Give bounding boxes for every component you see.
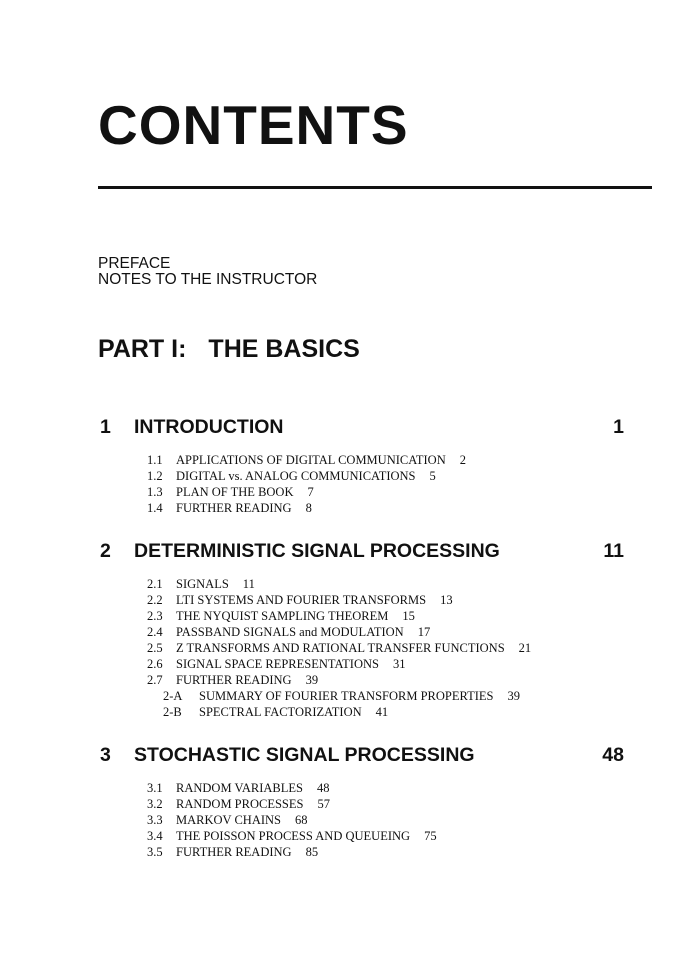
- appendix-title: SPECTRAL FACTORIZATION: [199, 705, 362, 719]
- appendix-page: 41: [375, 705, 389, 719]
- appendix-number: 2-B: [163, 705, 182, 719]
- appendix-number: 2-A: [163, 689, 183, 703]
- part-heading: [98, 337, 360, 362]
- toc-section[interactable]: [147, 798, 330, 811]
- toc-section[interactable]: [147, 454, 466, 467]
- section-number: 2.2: [147, 593, 163, 607]
- section-title: FURTHER READING: [176, 673, 292, 687]
- section-page: 7: [307, 485, 314, 499]
- section-page: 75: [424, 829, 437, 843]
- front-matter-preface[interactable]: PREFACE: [98, 255, 171, 272]
- section-page: 13: [440, 593, 453, 607]
- section-title: PASSBAND SIGNALS and MODULATION: [176, 625, 404, 639]
- section-number: 3.5: [147, 845, 163, 859]
- section-title: THE NYQUIST SAMPLING THEOREM: [176, 609, 389, 623]
- toc-section[interactable]: [147, 486, 314, 499]
- toc-section[interactable]: [147, 594, 453, 607]
- section-number: 2.5: [147, 641, 163, 655]
- section-title: THE POISSON PROCESS AND QUEUEING: [176, 829, 411, 843]
- chapter-number: 3: [100, 744, 111, 766]
- toc-section[interactable]: [147, 846, 318, 859]
- section-title: RANDOM PROCESSES: [176, 797, 304, 811]
- toc-section[interactable]: [147, 578, 255, 591]
- section-page: 85: [305, 845, 319, 859]
- section-title: Z TRANSFORMS AND RATIONAL TRANSFER FUNCTIONS: [176, 641, 505, 655]
- section-title: SIGNALS: [176, 577, 229, 591]
- toc-section[interactable]: [147, 782, 330, 795]
- section-page: 31: [392, 657, 406, 671]
- section-title: FURTHER READING: [176, 501, 292, 515]
- section-page: 21: [518, 641, 532, 655]
- section-page: 48: [317, 781, 330, 795]
- toc-section[interactable]: [147, 830, 437, 843]
- toc-section[interactable]: [147, 674, 318, 687]
- section-number: 2.3: [147, 609, 163, 623]
- section-page: 2: [459, 453, 466, 467]
- section-title: PLAN OF THE BOOK: [176, 485, 294, 499]
- section-title: DIGITAL vs. ANALOG COMMUNICATIONS: [176, 469, 416, 483]
- toc-section[interactable]: [147, 814, 308, 827]
- section-page: 57: [317, 797, 330, 811]
- chapter-number: 1: [100, 416, 111, 438]
- appendix-title: SUMMARY OF FOURIER TRANSFORM PROPERTIES: [199, 689, 494, 703]
- section-title: APPLICATIONS OF DIGITAL COMMUNICATION: [176, 453, 446, 467]
- chapter-3-page: 48: [602, 744, 624, 766]
- section-number: 2.6: [147, 657, 163, 671]
- chapter-2-heading[interactable]: [100, 542, 500, 562]
- section-title: LTI SYSTEMS AND FOURIER TRANSFORMS: [176, 593, 427, 607]
- chapter-title: DETERMINISTIC SIGNAL PROCESSING: [134, 540, 500, 562]
- section-number: 3.2: [147, 797, 163, 811]
- section-page: 17: [417, 625, 431, 639]
- section-number: 1.1: [147, 453, 163, 467]
- section-title: FURTHER READING: [176, 845, 292, 859]
- section-title: MARKOV CHAINS: [176, 813, 281, 827]
- section-number: 3.1: [147, 781, 163, 795]
- section-number: 1.2: [147, 469, 163, 483]
- toc-section[interactable]: [147, 610, 415, 623]
- toc-section[interactable]: [147, 470, 436, 483]
- toc-appendix[interactable]: [163, 706, 388, 719]
- section-page: 8: [305, 501, 312, 515]
- section-number: 1.4: [147, 501, 163, 515]
- toc-appendix[interactable]: [163, 690, 520, 703]
- section-number: 2.4: [147, 625, 163, 639]
- section-number: 2.1: [147, 577, 163, 591]
- section-page: 39: [305, 673, 319, 687]
- section-page: 11: [242, 577, 255, 591]
- section-number: 2.7: [147, 673, 163, 687]
- title-rule: [98, 186, 652, 189]
- page-title: CONTENTS: [98, 94, 409, 156]
- chapter-number: 2: [100, 540, 111, 562]
- chapter-title: STOCHASTIC SIGNAL PROCESSING: [134, 744, 475, 766]
- toc-section[interactable]: [147, 626, 430, 639]
- toc-section[interactable]: [147, 502, 312, 515]
- toc-section[interactable]: [147, 658, 405, 671]
- chapter-2-page: 11: [603, 540, 624, 562]
- section-title: RANDOM VARIABLES: [176, 781, 303, 795]
- toc-section[interactable]: [147, 642, 531, 655]
- section-page: 15: [402, 609, 415, 623]
- part-title: THE BASICS: [208, 335, 360, 363]
- chapter-3-heading[interactable]: [100, 746, 475, 766]
- section-page: 68: [295, 813, 308, 827]
- chapter-1-page: 1: [613, 416, 624, 438]
- section-title: SIGNAL SPACE REPRESENTATIONS: [176, 657, 379, 671]
- section-number: 3.4: [147, 829, 163, 843]
- section-number: 1.3: [147, 485, 163, 499]
- front-matter-notes[interactable]: NOTES TO THE INSTRUCTOR: [98, 271, 318, 288]
- part-label: PART I:: [98, 335, 187, 363]
- chapter-title: INTRODUCTION: [134, 416, 284, 438]
- section-number: 3.3: [147, 813, 163, 827]
- chapter-1-heading[interactable]: [100, 418, 284, 438]
- appendix-page: 39: [507, 689, 520, 703]
- section-page: 5: [429, 469, 436, 483]
